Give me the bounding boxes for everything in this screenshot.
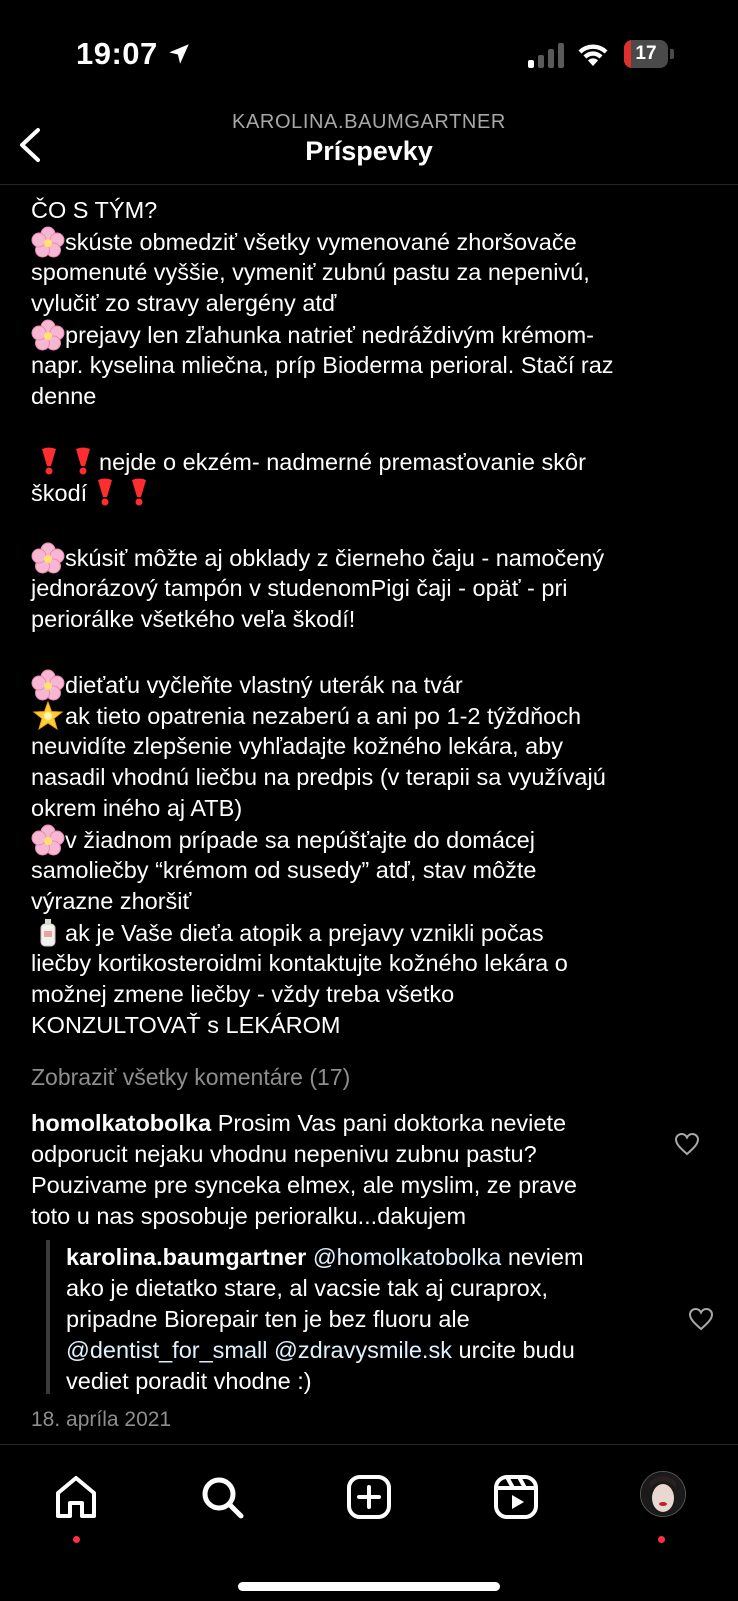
status-time: 19:07 [76,36,158,71]
caption-line [31,886,711,917]
caption-text: KONZULTOVAŤ s LEKÁROM [31,1012,341,1038]
profile-avatar[interactable] [640,1471,686,1517]
wifi-icon [576,40,610,68]
glowing-star-icon [31,700,65,730]
caption-line [31,793,711,824]
status-time-group [76,36,192,72]
caption-line [31,824,711,855]
red-exclamation-icon [129,477,155,507]
battery-icon [624,40,674,68]
caption-text: prejavy len zľahunka natrieť nedráždivým krémom- [65,322,594,348]
caption-text: dieťaťu vyčleňte vlastný uterák na tvár [65,672,463,698]
caption-text: nejde o ekzém- nadmerné premasťovanie skôr [99,449,586,475]
post-date: 18. apríla 2021 [31,1408,172,1431]
caption-text: možnej zmene liečby - vždy treba všetko [31,981,455,1007]
caption-text: neuvidíte zlepšenie vyhľadajte kožného lekára, aby [31,733,564,759]
caption-text: spomenuté vyššie, vymeniť zubnú pastu za nepenivú, [31,259,590,285]
reply-mention[interactable]: @dentist_for_small [66,1337,268,1363]
create-post-icon[interactable] [345,1473,393,1521]
reply-text: neviem [501,1244,584,1270]
comment [31,1108,671,1232]
page-header [0,104,738,185]
caption-line [31,762,711,793]
comment-text-line: odporucit nejaku vhodnu nepenivu zubnu pastu? [31,1141,537,1167]
battery-percent: 17 [635,43,657,64]
page-title: Príspevky [305,136,433,166]
red-exclamation-icon [73,446,99,476]
profile-notification-dot [658,1536,665,1543]
cherry-blossom-icon [31,542,65,572]
caption-line [31,319,711,350]
view-all-comments-link[interactable]: Zobraziť všetky komentáre (17) [31,1064,351,1090]
home-notification-dot [73,1536,80,1543]
reels-icon[interactable] [492,1473,540,1521]
caption-text: v žiadnom prípade sa nepúšťajte do domácej [65,827,535,853]
caption-line [31,1010,711,1041]
cherry-blossom-icon [31,226,65,256]
lotion-bottle-icon [31,917,65,947]
caption-text: ak je Vaše dieťa atopik a prejavy vznikli počas [65,920,544,946]
caption-line [31,446,711,477]
caption-text: výrazne zhoršiť [31,888,192,914]
reply-thread-line [46,1240,50,1394]
caption-line [31,257,711,288]
red-exclamation-icon [39,446,65,476]
caption-line [31,542,711,573]
reply-text: urcite budu [451,1337,575,1363]
cherry-blossom-icon [31,319,65,349]
comment-text-line: Prosim Vas pani doktorka neviete [211,1110,567,1136]
reply-like-heart-icon[interactable] [688,1307,714,1331]
caption-text: napr. kyselina mliečna, príp Bioderma perioral. Stačí raz [31,352,614,378]
reply-text: vediet poradit vhodne :) [66,1368,312,1394]
caption-line [31,288,711,319]
caption-text: nasadil vhodnú liečbu na predpis (v terapii sa využívajú [31,764,606,790]
caption-line [31,731,711,762]
caption-line [31,855,711,886]
reply-username[interactable]: karolina.baumgartner [66,1244,307,1270]
comment-username[interactable]: homolkatobolka [31,1110,212,1136]
caption-text: denne [31,383,97,409]
home-icon[interactable] [52,1473,100,1521]
caption-line [31,195,711,226]
caption-line [31,350,711,381]
reply-mention[interactable]: @homolkatobolka [306,1244,502,1270]
search-icon[interactable] [198,1473,246,1521]
cellular-signal-icon [528,42,564,68]
caption-text: vylučiť zo stravy alergény atď [31,290,337,316]
caption-line [31,948,711,979]
caption-text: skúsiť môžte aj obklady z čierneho čaju - namočený [65,545,605,571]
reply-text: pripadne Biorepair ten je bez fluoru ale [66,1306,470,1332]
caption-text: okrem iného aj ATB) [31,795,243,821]
caption-text: ak tieto opatrenia nezaberú a ani po 1-2 týždňoch [65,703,582,729]
caption-line [31,381,711,412]
caption-line [31,604,711,635]
home-indicator [238,1582,500,1591]
caption-text: jednorázový tampón v studenomPigi čaji - opäť - pri [31,575,568,601]
caption-text: periorálke všetkého veľa škodí! [31,606,356,632]
caption-line [31,226,711,257]
caption-text: samoliečby “krémom od susedy” atď, stav môžte [31,857,537,883]
comment-text-line: toto u nas sposobuje perioralku...dakujem [31,1203,467,1229]
cherry-blossom-icon [31,669,65,699]
caption-line [31,635,711,669]
caption-line [31,979,711,1010]
caption-line [31,477,711,508]
header-username[interactable]: KAROLINA.BAUMGARTNER [232,111,506,133]
caption-line [31,508,711,542]
post-caption [31,195,711,1041]
reply-comment [66,1242,686,1397]
comment-text-line: Pouzivame pre synceka elmex, ale myslim, ze prave [31,1172,577,1198]
reply-text: ako je dietatko stare, al vacsie tak aj curaprox, [66,1275,548,1301]
caption-text: skúste obmedziť všetky vymenované zhoršovače [65,229,577,255]
caption-line [31,700,711,731]
comment-like-heart-icon[interactable] [674,1132,700,1156]
caption-text: škodí [31,480,88,506]
reply-mention[interactable]: @zdravysmile.sk [267,1337,452,1363]
caption-line [31,412,711,446]
profile-photo [641,1472,685,1516]
caption-line [31,669,711,700]
location-arrow-icon [166,41,192,67]
caption-text: ČO S TÝM? [31,197,158,223]
caption-line [31,573,711,604]
caption-text: liečby kortikosteroidmi kontaktujte kožného lekára o [31,950,568,976]
cherry-blossom-icon [31,824,65,854]
red-exclamation-icon [95,477,121,507]
status-bar [0,0,738,104]
bottom-navigation [0,1444,738,1601]
caption-line [31,917,711,948]
